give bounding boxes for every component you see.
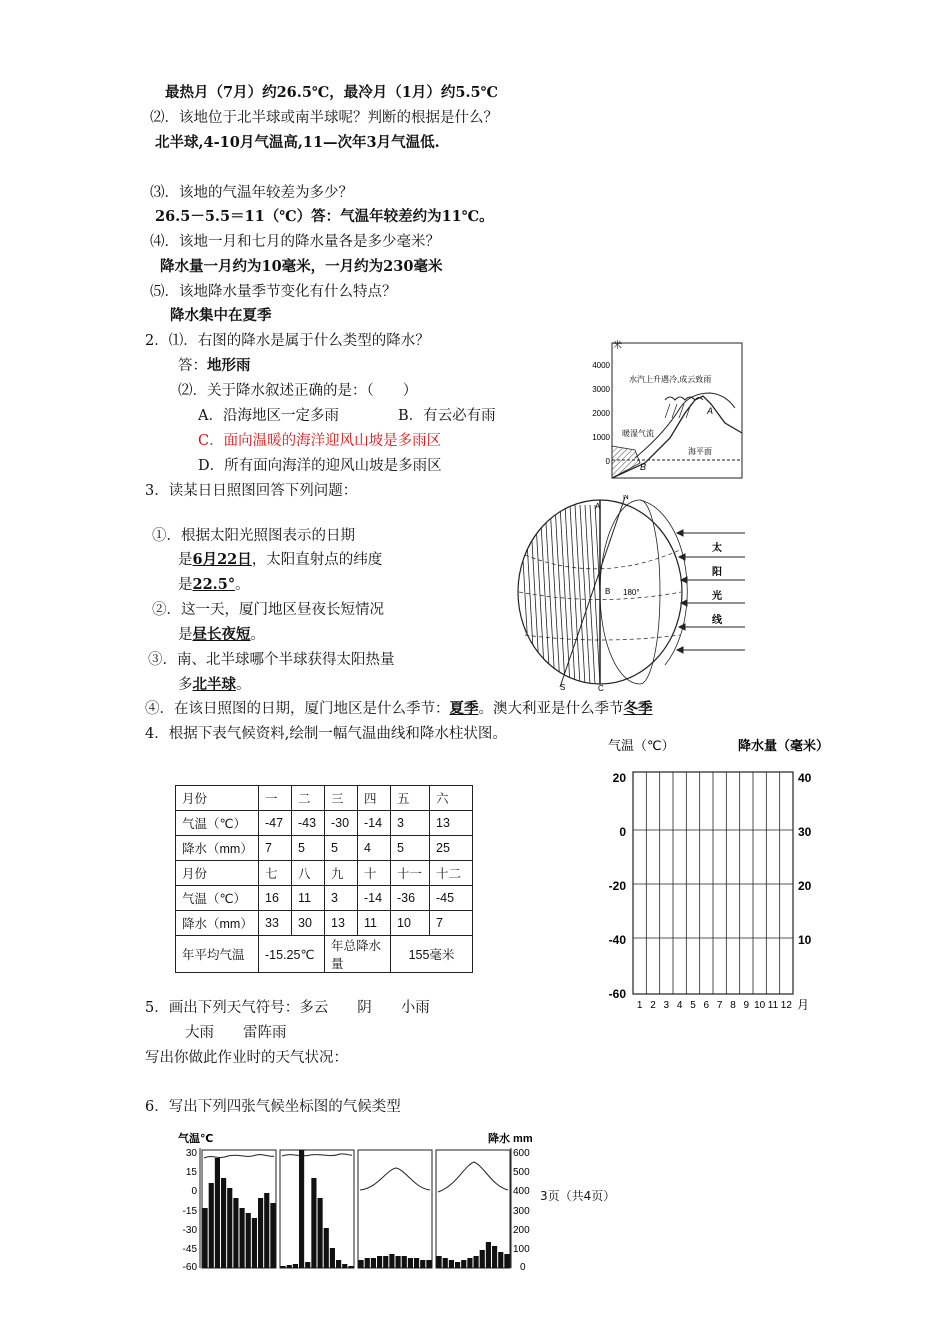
q6-prec-tick: 500 bbox=[513, 1167, 530, 1178]
q2-option-a: A．沿海地区一定多雨 bbox=[198, 408, 339, 424]
q3-s3-post: 。 bbox=[236, 677, 251, 693]
q2-answer-value: 地形雨 bbox=[207, 357, 251, 374]
fig-sea-label: 海平面 bbox=[688, 447, 712, 456]
q6-temp-axis-label: 气温℃ bbox=[178, 1133, 214, 1145]
sun-label-char: 线 bbox=[712, 615, 722, 626]
q6-precip-bar bbox=[492, 1246, 497, 1268]
q3-s1-pre: 是 bbox=[178, 552, 193, 568]
table-cell: 十 bbox=[358, 861, 391, 886]
q1-question-3: ⑶．该地的气温年较差为多少？ bbox=[150, 185, 353, 201]
q6-precip-bar bbox=[330, 1248, 335, 1268]
table-cell: 33 bbox=[259, 911, 292, 936]
sun-label-char: 阳 bbox=[712, 567, 722, 578]
grid-month-unit: 月 bbox=[797, 998, 810, 1012]
q6-precip-bar bbox=[420, 1260, 425, 1268]
grid-month-label: 12 bbox=[780, 1000, 792, 1011]
table-header-cell: 年总降水量 bbox=[325, 936, 391, 973]
table-cell: 7 bbox=[430, 911, 473, 936]
grid-month-label: 5 bbox=[690, 1000, 696, 1011]
q5-line2: 大雨 雷阵雨 bbox=[185, 1025, 287, 1041]
table-cell: -43 bbox=[292, 811, 325, 836]
grid-temp-title: 气温（℃） bbox=[608, 738, 675, 753]
table-cell: 八 bbox=[292, 861, 325, 886]
grid-month-label: 11 bbox=[767, 1000, 779, 1011]
table-cell: 5 bbox=[391, 836, 430, 861]
q6-precip-bar bbox=[233, 1198, 238, 1268]
q6-precip-bar bbox=[377, 1256, 382, 1268]
q6-precip-bar bbox=[480, 1250, 485, 1268]
q6-precip-bar bbox=[264, 1193, 269, 1268]
q3-s3-pre: 多 bbox=[178, 677, 193, 693]
table-cell: 4 bbox=[358, 836, 391, 861]
grid-month-label: 7 bbox=[716, 1000, 723, 1011]
q6-temp-tick: -45 bbox=[182, 1244, 197, 1255]
table-header-cell: 月份 bbox=[176, 786, 259, 811]
q6-panel-frame bbox=[358, 1150, 432, 1268]
table-cell: 13 bbox=[430, 811, 473, 836]
q6-precip-bar bbox=[221, 1178, 226, 1268]
table-row bbox=[176, 911, 473, 936]
grid-prec-tick: 40 bbox=[798, 771, 812, 785]
q6-prec-tick: 600 bbox=[513, 1148, 530, 1159]
table-header-cell: 气温（℃） bbox=[176, 886, 259, 911]
grid-prec-tick: 10 bbox=[798, 933, 812, 947]
grid-month-label: 10 bbox=[754, 1000, 766, 1011]
q6-temperature-curve bbox=[360, 1168, 430, 1190]
climate-charts-figure bbox=[175, 1130, 555, 1275]
table-cell: 3 bbox=[325, 886, 358, 911]
q6-precip-bar bbox=[359, 1260, 364, 1268]
q2-option-d: D．所有面向海洋的迎风山坡是多雨区 bbox=[198, 458, 442, 474]
q1-answer-3: 26.5－5.5＝11（℃）答：气温年较差约为11℃。 bbox=[155, 208, 494, 225]
q6-precip-bar bbox=[437, 1256, 442, 1268]
table-cell: 7 bbox=[259, 836, 292, 861]
climate-data-table bbox=[175, 785, 473, 973]
q6-prec-axis-label: 降水 mm bbox=[488, 1133, 533, 1145]
q1-question-4: ⑷．该地一月和七月的降水量各是多少毫米？ bbox=[150, 234, 440, 250]
fig-cloud-label: 水汽上升遇冷,成云致雨 bbox=[629, 375, 712, 384]
q1-question-2: ⑵．该地位于北半球或南半球呢？判断的根据是什么？ bbox=[150, 110, 498, 126]
q2-answer bbox=[178, 356, 251, 376]
q6-precip-bar bbox=[449, 1260, 454, 1268]
q6-precip-bar bbox=[342, 1264, 347, 1268]
q2-option-c: C．面向温暖的海洋迎风山坡是多雨区 bbox=[198, 433, 442, 449]
q6-temperature-curve bbox=[204, 1155, 274, 1158]
fig-ytick: 3000 bbox=[592, 385, 610, 394]
table-cell: 七 bbox=[259, 861, 292, 886]
q3-answer-hemisphere: 北半球 bbox=[192, 676, 236, 693]
q6-temp-tick: -15 bbox=[182, 1206, 197, 1217]
table-cell: -45 bbox=[430, 886, 473, 911]
grid-month-label: 6 bbox=[703, 1000, 710, 1011]
q1-answer-1: 最热月（7月）约26.5℃，最冷月（1月）约5.5℃ bbox=[165, 84, 498, 101]
q6-precip-bar bbox=[402, 1256, 407, 1268]
q6-precip-bar bbox=[396, 1256, 401, 1268]
q2-option-b: B．有云必有雨 bbox=[398, 408, 496, 424]
grid-month-labels bbox=[637, 1000, 792, 1011]
table-cell: 十二 bbox=[430, 861, 473, 886]
table-cell: 三 bbox=[325, 786, 358, 811]
q3-s1-line2 bbox=[178, 550, 382, 570]
q3-answer-season-xiamen: 夏季 bbox=[449, 700, 479, 717]
q2-stem: 2．⑴．右图的降水是属于什么类型的降水？ bbox=[145, 333, 430, 349]
q3-s1-line1: ①．根据太阳光照图表示的日期 bbox=[152, 528, 355, 544]
page-number: 3页（共4页） bbox=[540, 1189, 616, 1203]
q6-temp-tick: -30 bbox=[182, 1225, 197, 1236]
grid-month-label: 8 bbox=[730, 1000, 736, 1011]
q4-stem: 4．根据下表气候资料,绘制一幅气温曲线和降水柱状图。 bbox=[145, 726, 507, 742]
q6-precip-bar bbox=[227, 1188, 232, 1268]
q6-precip-bar bbox=[324, 1228, 329, 1268]
table-cell: 一 bbox=[259, 786, 292, 811]
table-cell: 六 bbox=[430, 786, 473, 811]
q6-precip-bar bbox=[246, 1213, 251, 1268]
sun-ray-label bbox=[712, 541, 723, 626]
q6-precip-bar bbox=[408, 1258, 413, 1268]
q6-prec-tick: 300 bbox=[513, 1206, 530, 1217]
globe-label-a: A bbox=[595, 502, 601, 511]
table-header-cell: 降水（mm） bbox=[176, 836, 259, 861]
grid-month-label: 9 bbox=[743, 1000, 750, 1011]
q6-prec-tick: 0 bbox=[520, 1262, 526, 1273]
q2-answer-prefix: 答： bbox=[178, 358, 207, 374]
table-cell: 5 bbox=[325, 836, 358, 861]
q6-stem: 6．写出下列四张气候坐标图的气候类型 bbox=[145, 1099, 401, 1115]
q3-s3-line2 bbox=[178, 675, 251, 695]
q5-line1: 5．画出下列天气符号：多云 阴 小雨 bbox=[145, 1000, 430, 1016]
table-cell: 30 bbox=[292, 911, 325, 936]
q6-precip-bar bbox=[455, 1262, 460, 1268]
fig-ytick: 1000 bbox=[592, 433, 610, 442]
airflow-arrow bbox=[635, 393, 735, 458]
q6-precip-bar bbox=[287, 1265, 292, 1268]
q1-answer-4: 降水量一月约为10毫米，一月约为230毫米 bbox=[160, 258, 443, 275]
q6-precip-bar bbox=[293, 1264, 298, 1268]
q6-precip-bar bbox=[209, 1183, 214, 1268]
q2-sub-question: ⑵．关于降水叙述正确的是：（ ） bbox=[178, 383, 418, 399]
globe-label-n: N bbox=[623, 495, 629, 501]
q6-precip-bar bbox=[311, 1178, 316, 1268]
globe-label-c: C bbox=[598, 684, 604, 693]
globe-label-180: 180° bbox=[623, 588, 640, 597]
q6-precip-bar bbox=[414, 1258, 419, 1268]
q3-s1c-post: 。 bbox=[235, 577, 250, 593]
fig-ytick: 4000 bbox=[592, 361, 610, 370]
q6-precip-bar bbox=[348, 1266, 353, 1268]
table-cell: 十一 bbox=[391, 861, 430, 886]
q6-precip-bar bbox=[426, 1260, 431, 1268]
q6-precip-bar bbox=[270, 1203, 275, 1268]
q1-answer-5: 降水集中在夏季 bbox=[170, 307, 272, 324]
q6-precip-bar bbox=[498, 1252, 503, 1268]
grid-prec-tick: 20 bbox=[798, 879, 812, 893]
q3-answer-date: 6月22日 bbox=[192, 551, 252, 568]
q6-precip-bar bbox=[389, 1254, 394, 1268]
q6-precip-bar bbox=[240, 1208, 245, 1268]
q6-prec-tick: 200 bbox=[513, 1225, 530, 1236]
q3-answer-latitude: 22.5° bbox=[192, 576, 236, 593]
table-cell: -14 bbox=[358, 886, 391, 911]
table-header-cell: 降水（mm） bbox=[176, 911, 259, 936]
q6-precip-bar bbox=[203, 1208, 208, 1268]
q6-prec-tick: 100 bbox=[513, 1244, 530, 1255]
table-header-cell: 气温（℃） bbox=[176, 811, 259, 836]
table-cell: 16 bbox=[259, 886, 292, 911]
fig-ytick: 2000 bbox=[592, 409, 610, 418]
grid-month-label: 2 bbox=[650, 1000, 656, 1011]
q3-s4-mid: 。澳大利亚是什么季节 bbox=[478, 701, 624, 717]
q3-answer-season-australia: 冬季 bbox=[623, 700, 653, 717]
sunlight-globe-figure bbox=[505, 495, 750, 695]
table-row bbox=[176, 936, 473, 973]
q6-temperature-curve bbox=[438, 1162, 508, 1192]
q6-temp-tick: -60 bbox=[182, 1262, 197, 1273]
fig-point-a: A bbox=[707, 406, 714, 416]
table-cell: 25 bbox=[430, 836, 473, 861]
table-cell: 二 bbox=[292, 786, 325, 811]
table-cell: -30 bbox=[325, 811, 358, 836]
q6-temp-tick: 0 bbox=[191, 1186, 197, 1197]
grid-vertical-lines bbox=[646, 772, 779, 994]
sun-label-char: 太 bbox=[712, 543, 722, 554]
q1-question-5: ⑸．该地降水量季节变化有什么特点？ bbox=[150, 284, 397, 300]
fig-unit-label: 米 bbox=[613, 340, 623, 350]
q1-answer-2: 北半球,4-10月气温高,11—次年3月气温低. bbox=[155, 134, 440, 151]
q6-precip-bar bbox=[318, 1198, 323, 1268]
table-row bbox=[176, 811, 473, 836]
blank-climate-grid bbox=[598, 730, 853, 1015]
grid-month-label: 4 bbox=[676, 1000, 683, 1011]
q6-precip-bar bbox=[215, 1158, 220, 1268]
q6-precip-bar bbox=[305, 1262, 310, 1268]
grid-month-label: 1 bbox=[636, 1000, 643, 1011]
table-cell: 3 bbox=[391, 811, 430, 836]
q6-precip-bar bbox=[443, 1258, 448, 1268]
table-row bbox=[176, 786, 473, 811]
q3-s1-post: ，太阳直射点的纬度 bbox=[251, 552, 383, 568]
sun-label-char: 光 bbox=[712, 591, 722, 602]
table-cell: 11 bbox=[292, 886, 325, 911]
table-cell: 155毫米 bbox=[391, 936, 473, 973]
table-cell: 11 bbox=[358, 911, 391, 936]
grid-temp-tick: -40 bbox=[608, 933, 626, 947]
q6-precip-bar bbox=[371, 1258, 376, 1268]
table-cell: 五 bbox=[391, 786, 430, 811]
table-cell: 13 bbox=[325, 911, 358, 936]
table-header-cell: 年平均气温 bbox=[176, 936, 259, 973]
q6-precip-bar bbox=[467, 1258, 472, 1268]
table-cell: 九 bbox=[325, 861, 358, 886]
grid-month-label: 3 bbox=[663, 1000, 670, 1011]
table-header-cell: 月份 bbox=[176, 861, 259, 886]
q6-precip-bar bbox=[461, 1260, 466, 1268]
q3-s1c-pre: 是 bbox=[178, 577, 193, 593]
q3-s4-pre: ④．在该日照图的日期，厦门地区是什么季节： bbox=[145, 701, 450, 717]
q6-panels bbox=[202, 1150, 510, 1268]
grid-prec-title: 降水量（毫米） bbox=[738, 738, 830, 753]
q6-precip-bar bbox=[252, 1218, 257, 1268]
q6-panel-frame bbox=[436, 1150, 510, 1268]
q6-precip-bar bbox=[504, 1254, 509, 1268]
q3-s1-line3 bbox=[178, 575, 250, 595]
q6-panel-frame bbox=[280, 1150, 354, 1268]
grid-temp-tick: 0 bbox=[619, 825, 626, 839]
q6-precip-bar bbox=[281, 1266, 286, 1268]
orographic-rain-figure bbox=[585, 338, 745, 483]
fig-ytick: 0 bbox=[605, 457, 610, 466]
warm-air-mass bbox=[612, 446, 640, 478]
table-row bbox=[176, 886, 473, 911]
table-cell: -14 bbox=[358, 811, 391, 836]
q6-precip-bar bbox=[365, 1258, 370, 1268]
q6-precip-bar bbox=[299, 1150, 304, 1268]
q6-precip-bar bbox=[258, 1198, 263, 1268]
table-cell: 10 bbox=[391, 911, 430, 936]
table-cell: -47 bbox=[259, 811, 292, 836]
globe-label-b: B bbox=[605, 587, 611, 596]
q6-precip-bar bbox=[474, 1256, 479, 1268]
fig-point-b: B bbox=[640, 462, 647, 472]
q6-precip-bar bbox=[486, 1242, 491, 1268]
q6-precip-bar bbox=[383, 1256, 388, 1268]
q6-precip-bar bbox=[336, 1260, 341, 1268]
table-row bbox=[176, 836, 473, 861]
table-cell: 5 bbox=[292, 836, 325, 861]
q3-s2-line1: ②．这一天，厦门地区昼夜长短情况 bbox=[152, 602, 384, 618]
q3-stem: 3．读某日日照图回答下列问题： bbox=[145, 483, 358, 499]
grid-prec-tick: 30 bbox=[798, 825, 812, 839]
q6-prec-tick: 400 bbox=[513, 1186, 530, 1197]
table-cell: 四 bbox=[358, 786, 391, 811]
q6-temperature-curve bbox=[282, 1154, 352, 1156]
grid-temp-tick: 20 bbox=[612, 771, 626, 785]
q3-answer-daylength: 昼长夜短 bbox=[192, 626, 251, 643]
grid-temp-tick: -20 bbox=[608, 879, 626, 893]
table-cell: -36 bbox=[391, 886, 430, 911]
fig-warm-label: 暖湿气流 bbox=[622, 429, 654, 438]
table-row bbox=[176, 861, 473, 886]
q5-line3: 写出你做此作业时的天气状况： bbox=[145, 1050, 348, 1066]
grid-temp-tick: -60 bbox=[608, 987, 626, 1001]
q3-s2-post: 。 bbox=[250, 627, 265, 643]
table-cell: -15.25℃ bbox=[259, 936, 325, 973]
q3-s2-line2 bbox=[178, 625, 265, 645]
q3-s2-pre: 是 bbox=[178, 627, 193, 643]
q6-temp-tick: 30 bbox=[185, 1148, 197, 1159]
q6-temp-tick: 15 bbox=[185, 1167, 197, 1178]
q3-s4-line bbox=[145, 699, 653, 719]
globe-label-s: S bbox=[560, 683, 566, 692]
q3-s3-line1: ③．南、北半球哪个半球获得太阳热量 bbox=[148, 652, 395, 668]
